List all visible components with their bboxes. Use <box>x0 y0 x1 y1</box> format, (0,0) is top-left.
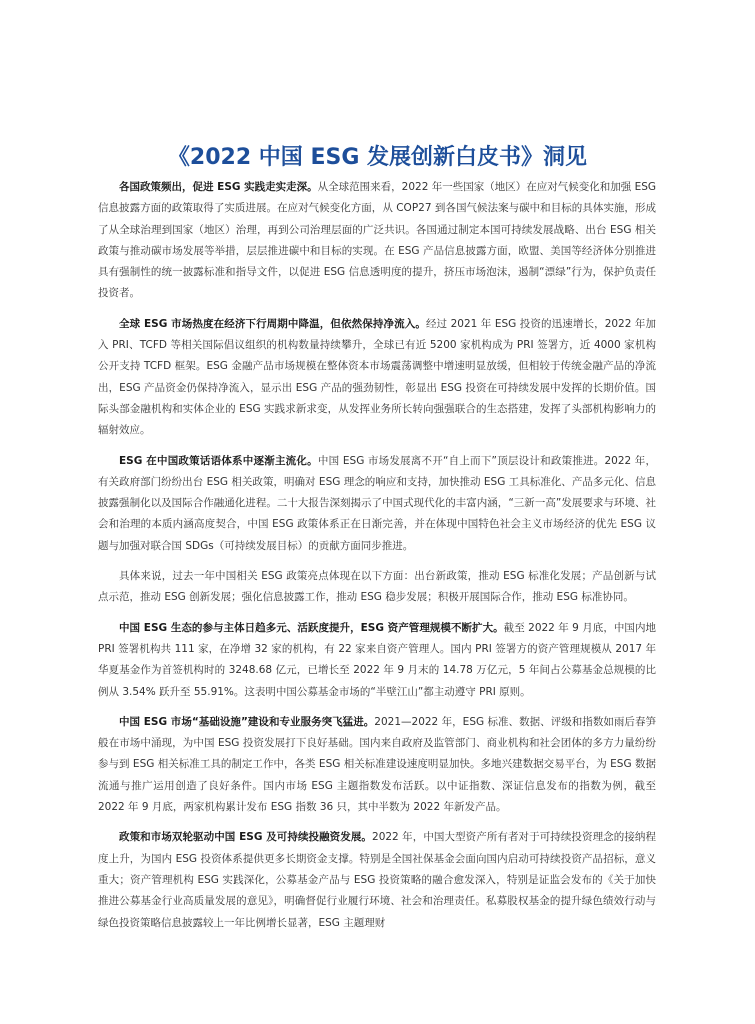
paragraph-lead: 中国 ESG 市场“基础设施”建设和专业服务突飞猛进。 <box>119 715 375 728</box>
paragraph-lead: 中国 ESG 生态的参与主体日趋多元、活跃度提升，ESG 资产管理规模不断扩大。 <box>119 621 504 634</box>
paragraph-text: 中国 ESG 市场发展离不开“自上而下”顶层设计和政策推进。2022 年，有关政府部门纷纷出台 ESG 相关政策，明确对 ESG 理念的响应和支持，加快推动 ESG 工具标准化、产品多元化、信息披露强制化以及国际合作融通化进程。二十大报告深刻揭示了中国式现代化的丰富内涵，“三新一高”发展要求与环境、社会和治理的本质内涵高度契合，中国 ESG 政策体系正在日渐完善，并在体现中国特色社会主义市场经济的优先 ESG 议题与加强对联合国 SDGs（可持续发展目标）的贡献方面同步推进。 <box>98 454 656 552</box>
paragraph-dual-drive <box>98 827 656 933</box>
paragraph-text: 2021—2022 年，ESG 标准、数据、评级和指数如雨后春笋般在市场中涌现，为中国 ESG 投资发展打下良好基础。国内来自政府及监管部门、商业机构和社会团体的多方力量纷纷参与到 ESG 相关标准工具的制定工作中，各类 ESG 相关标准建设速度明显加快。多地兴建数据交易平台，为 ESG 数据流通与推广运用创造了良好条件。国内市场 ESG 主题指数发布活跃。以中证指数、深证信息发布的指数为例，截至 2022 年 9 月底，两家机构累计发布 ESG 指数 36 只，其中半数为 2022 年新发产品。 <box>98 715 656 814</box>
paragraph-policy-highlights <box>98 566 656 609</box>
paragraph-text: 截至 2022 年 9 月底，中国内地 PRI 签署机构共 111 家，在净增 32 家的机构，有 22 家来自资产管理人。国内 PRI 签署方的资产管理规模从 2017 年华夏基金作为首签机构时的 3248.68 亿元，已增长至 2022 年 9 月末的 14.78 万亿元，5 年间占公募基金总规模的比例从 3.54% 跃升至 55.91%。这表明中国公募基金市场的“半壁江山”都主动遵守 PRI 原则。 <box>98 621 656 698</box>
paragraph-policy <box>98 177 656 305</box>
paragraph-infrastructure <box>98 712 656 818</box>
paragraph-ecosystem <box>98 618 656 703</box>
paragraph-text: 经过 2021 年 ESG 投资的迅速增长，2022 年加入 PRI、TCFD 等相关国际倡议组织的机构数量持续攀升，全球已有近 5200 家机构成为 PRI 签署方，近 4000 家机构公开支持 TCFD 框架。ESG 金融产品市场规模在整体资本市场震荡调整中增速明显放缓，但相较于传统金融产品的净流出，ESG 产品资金仍保持净流入，显示出 ESG 产品的强劲韧性，彰显出 ESG 投资在可持续发展中发挥的长期价值。国际头部金融机构和实体企业的 ESG 实践求新求变，从发挥业务所长转向强强联合的生态搭建，发挥了头部机构影响力的辐射效应。 <box>98 317 656 437</box>
article-body <box>98 177 656 943</box>
page-title: 《2022 中国 ESG 发展创新白皮书》洞见 <box>167 145 588 170</box>
paragraph-text: 从全球范围来看，2022 年一些国家（地区）在应对气候变化和加强 ESG 信息披露方面的政策取得了实质进展。在应对气候变化方面，从 COP27 到各国气候法案与碳中和目标的具体实施，形成了从全球治理到国家（地区）治理，再到公司治理层面的广泛共识。各国通过制定本国可持续发展战略、出台 ESG 相关政策与推动碳市场发展等举措，层层推进碳中和目标的实现。在 ESG 产品信息披露方面，欧盟、美国等经济体分别推进具有强制性的统一披露标准和指导文件，以促进 ESG 信息透明度的提升，挤压市场泡沫，遏制“漂绿”行为，保护负责任投资者。 <box>98 181 657 300</box>
paragraph-china-policy <box>98 451 656 557</box>
paragraph-lead: 全球 ESG 市场热度在经济下行周期中降温，但依然保持净流入。 <box>119 317 426 330</box>
paragraph-lead: 各国政策频出，促进 ESG 实践走实走深。 <box>119 181 318 193</box>
paragraph-lead: ESG 在中国政策话语体系中逐渐主流化。 <box>119 454 318 467</box>
paragraph-global-market <box>98 314 656 442</box>
paragraph-text: 2022 年，中国大型资产所有者对于可持续投资理念的接纳程度上升，为国内 ESG 投资体系提供更多长期资金支撑。特别是全国社保基金会面向国内启动可持续投资产品招标，意义重大；资产管理机构 ESG 实践深化，公募基金产品与 ESG 投资策略的融合愈发深入，特别是证监会发布的《关于加快推进公募基金行业高质量发展的意见》，明确督促行业履行环境、社会和治理责任。私募股权基金的提升绿色绩效行动与绿色投资策略信息披露较上一年比例增长显著，ESG 主题理财 <box>98 831 656 929</box>
paragraph-lead: 政策和市场双轮驱动中国 ESG 及可持续投融资发展。 <box>119 831 373 844</box>
paragraph-text: 具体来说，过去一年中国相关 ESG 政策亮点体现在以下方面：出台新政策，推动 ESG 标准化发展；产品创新与试点示范，推动 ESG 创新发展；强化信息披露工作，推动 ESG 稳步发展；积极开展国际合作，推动 ESG 标准协同。 <box>98 570 656 604</box>
